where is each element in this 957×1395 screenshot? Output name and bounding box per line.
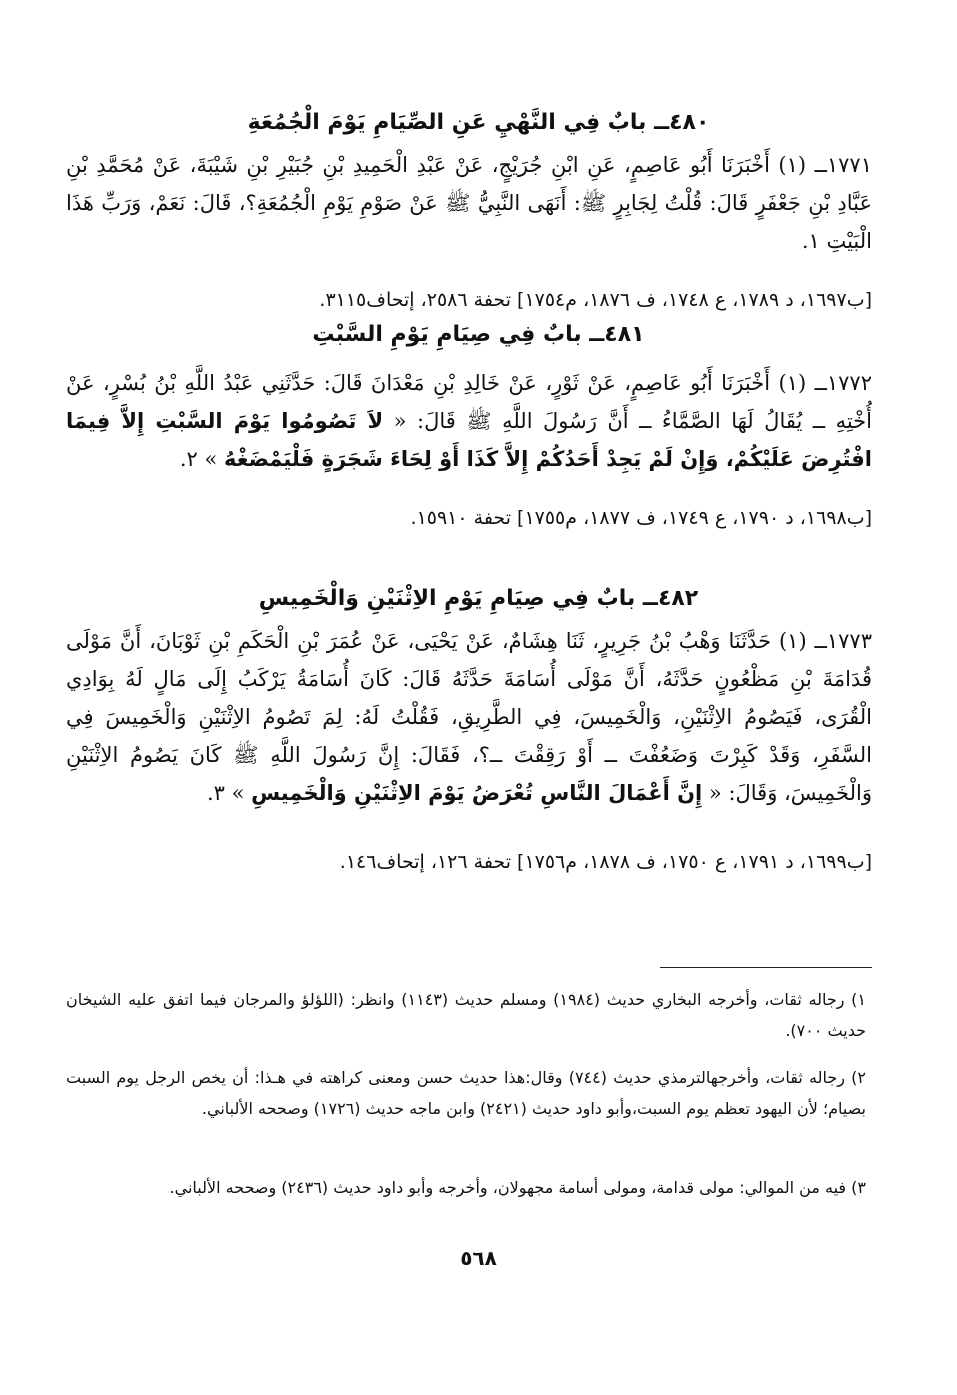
chapter-481-heading: ٤٨١ــ بابٌ فِي صِيَامِ يَوْمِ السَّبْتِ (312, 322, 645, 347)
hadith-1773-end: » ٣. (206, 781, 245, 805)
footnote-separator (660, 967, 872, 968)
hadith-1772-isnad: ١٧٧٢ــ (١) أَخْبَرَنَا أَبُو عَاصِمٍ، عَنْ ثَوْرٍ، عَنْ خَالِدِ بْنِ مَعْدَانَ قَالَ: حَدَّثَنِي عَبْدُ اللَّهِ بْنُ بُسْرٍ، عَنْ أُخْتِهِ ــ يُقَالُ لَهَا الصَّمَّاءُ ــ أَنَّ رَسُولَ اللَّهِ ﷺ قَالَ: « (66, 371, 872, 433)
hadith-1773 (66, 622, 872, 812)
hadith-1772-matn: لاَ تَصُومُوا يَوْمَ السَّبْتِ إِلاَّ فِيمَا افْتُرِضَ عَلَيْكُمْ، وَإِنْ لَمْ يَجِدْ أَحَدُكُمْ إِلاَّ كَذَا أَوْ لِحَاءَ شَجَرَةٍ فَلْيَمْضَغْهُ (66, 409, 872, 471)
footnote-1: ١) رجاله ثقات، وأخرجه البخاري حديث (١٩٨٤) ومسلم حديث (١١٤٣) وانظر: (اللؤلؤ والمرجان فيما اتفق عليه الشيخان حديث ٧٠٠). (66, 990, 866, 1040)
hadith-1773-references: [ب١٦٩٩، د ١٧٩١، ع ١٧٥٠، ف ١٨٧٨، م١٧٥٦] تحفة ١٢٦، إتحاف١٤٦. (339, 851, 872, 873)
hadith-1771: ١٧٧١ــ (١) أَخْبَرَنَا أَبُو عَاصِمٍ، عَنِ ابْنِ جُرَيْجٍ، عَنْ عَبْدِ الْحَمِيدِ بْنِ جُبَيْرِ بْنِ شَيْبَةَ، عَنْ مُحَمَّدِ بْنِ عَبَّادِ بْنِ جَعْفَرٍ قَالَ: قُلْتُ لِجَابِرٍ ﷺ: أَنَهَى النَّبِيُّ ﷺ عَنْ صَوْمِ يَوْمِ الْجُمُعَةِ؟، قَالَ: نَعَمْ، وَرَبِّ هَذَا الْبَيْتِ ١. (66, 153, 872, 253)
footnote-3: ٣) فيه من الموالي: مولى قدامة، ومولى أسامة مجهولان، وأخرجه وأبو داود حديث (٢٤٣٦) وصححه الألباني. (169, 1178, 866, 1197)
hadith-1772 (66, 364, 872, 478)
hadith-1772-references: [ب١٦٩٨، د ١٧٩٠، ع ١٧٤٩، ف ١٨٧٧، م١٧٥٥] تحفة ١٥٩١٠. (410, 507, 872, 529)
hadith-1772-end: » ٢. (179, 447, 218, 471)
hadith-1773-isnad: ١٧٧٣ــ (١) حَدَّثَنَا وَهْبُ بْنُ جَرِيرٍ، ثَنَا هِشَامٌ، عَنْ يَحْيَى، عَنْ عُمَرَ بْنِ الْحَكَمِ بْنِ ثَوْبَانَ، أَنَّ مَوْلَى قُدَامَةَ بْنِ مَظْعُونٍ حَدَّثَهُ، أَنَّ مَوْلَى أُسَامَةَ حَدَّثَهُ قَالَ: كَانَ أُسَامَةُ يَرْكَبُ إِلَى مَالٍ لَهُ بِوَادِي الْقُرَى، فَيَصُومُ الاِثْنَيْنِ، وَالْخَمِيسَ، فِي الطَّرِيقِ، فَقُلْتُ لَهُ: لِمَ تَصُومُ الاِثْنَيْنِ وَالْخَمِيسَ فِي السَّفَرِ، وَقَدْ كَبِرْتَ وَضَعُفْتَ ــ أَوْ رَقِقْتَ ــ؟، فَقَالَ: إِنَّ رَسُولَ اللَّهِ ﷺ كَانَ يَصُومُ الاِثْنَيْنِ وَالْخَمِيسَ، وَقَالَ: « (66, 629, 872, 805)
page-number: ٥٦٨ (460, 1246, 497, 1270)
footnote-2: ٢) رجاله ثقات، وأخرجهالترمذي حديث (٧٤٤) وقال:هذا حديث حسن ومعنى كراهته في هـذا: أن يخص الرجل يوم السبت بصيام؛ لأن اليهود تعظم يوم السبت،وأبو داود حديث (٢٤٢١) وابن ماجه حديث (١٧٢٦) وصححه الألباني. (66, 1068, 867, 1118)
chapter-482-heading: ٤٨٢ــ بابٌ فِي صِيَامِ يَوْمِ الاِثْنَيْنِ وَالْخَمِيسِ (258, 586, 699, 611)
hadith-1773-matn: إِنَّ أَعْمَالَ النَّاسِ تُعْرَضُ يَوْمَ الاِثْنَيْنِ وَالْخَمِيسِ (251, 781, 703, 805)
hadith-1771-references: [ب١٦٩٧، د ١٧٨٩، ع ١٧٤٨، ف ١٨٧٦، م١٧٥٤] تحفة ٢٥٨٦، إتحاف٣١١٥. (319, 289, 872, 311)
chapter-480-heading: ٤٨٠ــ بابٌ فِي النَّهْيِ عَنِ الصِّيَامِ يَوْمَ الْجُمُعَةِ (247, 110, 710, 135)
